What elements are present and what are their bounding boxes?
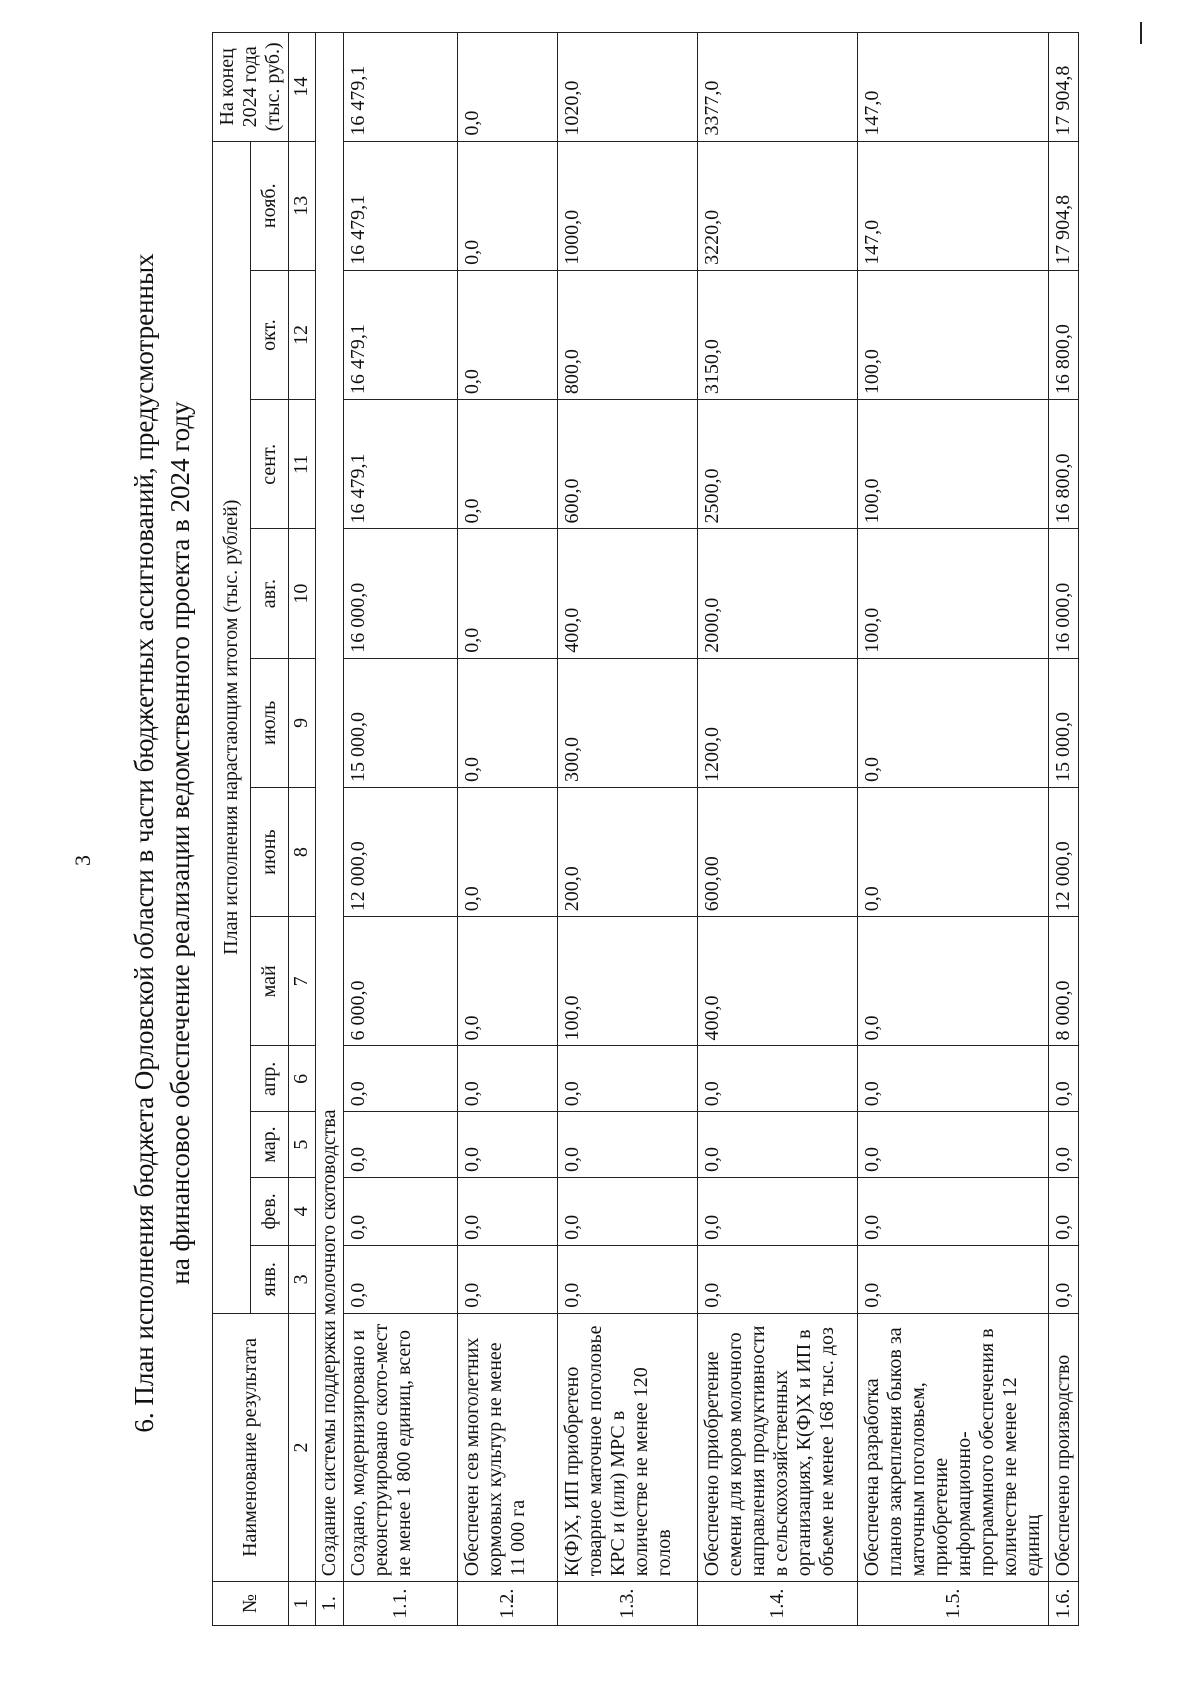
value-cell: 100,0 — [558, 917, 698, 1046]
value-cell: 300,0 — [558, 658, 698, 787]
value-cell: 0,0 — [558, 1112, 698, 1178]
value-cell: 16 479,1 — [344, 33, 458, 142]
section-row — [316, 33, 344, 1626]
value-cell: 800,0 — [558, 270, 698, 399]
row-number: 1.3. — [558, 1582, 698, 1626]
value-cell: 0,0 — [458, 917, 558, 1046]
value-cell: 16 479,1 — [344, 141, 458, 270]
value-cell: 2000,0 — [698, 529, 858, 658]
value-cell: 0,0 — [344, 1112, 458, 1178]
value-cell: 147,0 — [858, 141, 1049, 270]
section-title: Создание системы поддержки молочного скотоводства — [316, 33, 344, 1582]
value-cell: 0,0 — [858, 1245, 1049, 1313]
column-number: 1 — [289, 1582, 316, 1626]
value-cell: 0,0 — [858, 658, 1049, 787]
row-number: 1.1. — [344, 1582, 458, 1626]
value-cell: 0,0 — [344, 1177, 458, 1245]
value-cell: 6 000,0 — [344, 917, 458, 1046]
budget-plan-table — [212, 32, 1079, 1626]
result-name: Обеспечено производство — [1049, 1313, 1079, 1581]
value-cell: 16 479,1 — [344, 270, 458, 399]
row-number: 1.5. — [858, 1582, 1049, 1626]
value-cell: 0,0 — [1049, 1245, 1079, 1313]
title-line-2: на финансовое обеспечение реализации ведомственного проекта в 2024 году — [165, 401, 195, 1285]
value-cell: 3220,0 — [698, 141, 858, 270]
value-cell: 16 000,0 — [1049, 529, 1079, 658]
value-cell: 0,0 — [858, 1177, 1049, 1245]
value-cell: 0,0 — [558, 1046, 698, 1112]
column-number: 9 — [289, 658, 316, 787]
value-cell: 0,0 — [458, 33, 558, 142]
value-cell: 0,0 — [458, 529, 558, 658]
table-row — [558, 33, 698, 1626]
value-cell: 3150,0 — [698, 270, 858, 399]
title-line-1: 6. План исполнения бюджета Орловской области в части бюджетных ассигнований, предусмотренных — [129, 253, 159, 1433]
value-cell: 400,0 — [558, 529, 698, 658]
section-number: 1. — [316, 1582, 344, 1626]
value-cell: 0,0 — [1049, 1177, 1079, 1245]
row-number: 1.2. — [458, 1582, 558, 1626]
value-cell: 1200,0 — [698, 658, 858, 787]
value-cell: 100,0 — [858, 270, 1049, 399]
result-name: Обеспечена разработка планов закрепления быков за маточным поголовьем, приобретение информационно-программного обеспечения в количестве не менее 12 единиц — [858, 1313, 1049, 1581]
value-cell: 0,0 — [858, 1112, 1049, 1178]
value-cell: 0,0 — [458, 1177, 558, 1245]
header-month: мар. — [251, 1112, 289, 1178]
value-cell: 100,0 — [858, 400, 1049, 529]
value-cell: 600,00 — [698, 787, 858, 916]
column-number: 12 — [289, 270, 316, 399]
document-title — [126, 78, 198, 1608]
value-cell: 400,0 — [698, 917, 858, 1046]
header-month: окт. — [251, 270, 289, 399]
value-cell: 17 904,8 — [1049, 141, 1079, 270]
value-cell: 0,0 — [458, 1046, 558, 1112]
column-number: 10 — [289, 529, 316, 658]
value-cell: 147,0 — [858, 33, 1049, 142]
row-number: 1.6. — [1049, 1582, 1079, 1626]
header-month: сент. — [251, 400, 289, 529]
header-month: янв. — [251, 1245, 289, 1313]
header-month: нояб. — [251, 141, 289, 270]
value-cell: 8 000,0 — [1049, 917, 1079, 1046]
result-rows — [344, 33, 1079, 1626]
value-cell: 16 000,0 — [344, 529, 458, 658]
result-name: Обеспечен сев многолетних кормовых культур не менее 11 000 га — [458, 1313, 558, 1581]
value-cell: 17 904,8 — [1049, 33, 1079, 142]
header-name: Наименование результата — [213, 1313, 289, 1581]
value-cell: 600,0 — [558, 400, 698, 529]
table-row — [858, 33, 1049, 1626]
value-cell: 1020,0 — [558, 33, 698, 142]
value-cell: 0,0 — [858, 1046, 1049, 1112]
value-cell: 12 000,0 — [1049, 787, 1079, 916]
value-cell: 3377,0 — [698, 33, 858, 142]
value-cell: 15 000,0 — [1049, 658, 1079, 787]
header-month: апр. — [251, 1046, 289, 1112]
column-number: 13 — [289, 141, 316, 270]
value-cell: 0,0 — [698, 1112, 858, 1178]
value-cell: 0,0 — [1049, 1046, 1079, 1112]
header-no: № — [213, 1582, 289, 1626]
header-month: май — [251, 917, 289, 1046]
value-cell: 1000,0 — [558, 141, 698, 270]
header-month: авг. — [251, 529, 289, 658]
column-number: 3 — [289, 1245, 316, 1313]
column-number: 4 — [289, 1177, 316, 1245]
header-end-of-year: На конец 2024 года (тыс. руб.) — [213, 33, 289, 142]
value-cell: 0,0 — [558, 1245, 698, 1313]
row-number: 1.4. — [698, 1582, 858, 1626]
value-cell: 0,0 — [698, 1245, 858, 1313]
column-number: 8 — [289, 787, 316, 916]
table-row — [1049, 33, 1079, 1626]
value-cell: 0,0 — [698, 1046, 858, 1112]
table-row — [458, 33, 558, 1626]
column-number: 5 — [289, 1112, 316, 1178]
value-cell: 16 479,1 — [344, 400, 458, 529]
result-name: К(Ф)Х, ИП приобретено товарное маточное поголовье КРС и (или) МРС в количестве не менее 120 голов — [558, 1313, 698, 1581]
header-row-1 — [213, 33, 251, 1626]
result-name: Создано, модернизировано и реконструировано ското-мест не менее 1 800 единиц, всего — [344, 1313, 458, 1581]
column-number: 14 — [289, 33, 316, 142]
header-month: фев. — [251, 1177, 289, 1245]
header-plan: План исполнения нарастающим итогом (тыс. рублей) — [213, 141, 251, 1313]
value-cell: 0,0 — [458, 1112, 558, 1178]
column-number: 6 — [289, 1046, 316, 1112]
value-cell: 0,0 — [458, 658, 558, 787]
value-cell: 16 800,0 — [1049, 270, 1079, 399]
header-month: июнь — [251, 787, 289, 916]
value-cell: 0,0 — [458, 141, 558, 270]
result-name: Обеспечено приобретение семени для коров молочного направления продуктивности в сельскохозяйственных организациях, К(Ф)Х и ИП в объеме не менее 168 тыс. доз — [698, 1313, 858, 1581]
column-number: 2 — [289, 1313, 316, 1581]
value-cell: 0,0 — [458, 787, 558, 916]
column-number: 7 — [289, 917, 316, 1046]
edge-mark — [1140, 22, 1142, 44]
value-cell: 0,0 — [458, 270, 558, 399]
table-row — [344, 33, 458, 1626]
value-cell: 0,0 — [858, 917, 1049, 1046]
header-month: июль — [251, 658, 289, 787]
value-cell: 0,0 — [698, 1177, 858, 1245]
value-cell: 0,0 — [858, 787, 1049, 916]
value-cell: 0,0 — [344, 1245, 458, 1313]
value-cell: 2500,0 — [698, 400, 858, 529]
value-cell: 0,0 — [558, 1177, 698, 1245]
value-cell: 12 000,0 — [344, 787, 458, 916]
value-cell: 100,0 — [858, 529, 1049, 658]
value-cell: 15 000,0 — [344, 658, 458, 787]
value-cell: 0,0 — [458, 400, 558, 529]
value-cell: 16 800,0 — [1049, 400, 1079, 529]
value-cell: 200,0 — [558, 787, 698, 916]
value-cell: 0,0 — [458, 1245, 558, 1313]
column-number-row — [289, 33, 316, 1626]
value-cell: 0,0 — [1049, 1112, 1079, 1178]
page-number: 3 — [70, 855, 95, 866]
table-row — [698, 33, 858, 1626]
value-cell: 0,0 — [344, 1046, 458, 1112]
column-number: 11 — [289, 400, 316, 529]
